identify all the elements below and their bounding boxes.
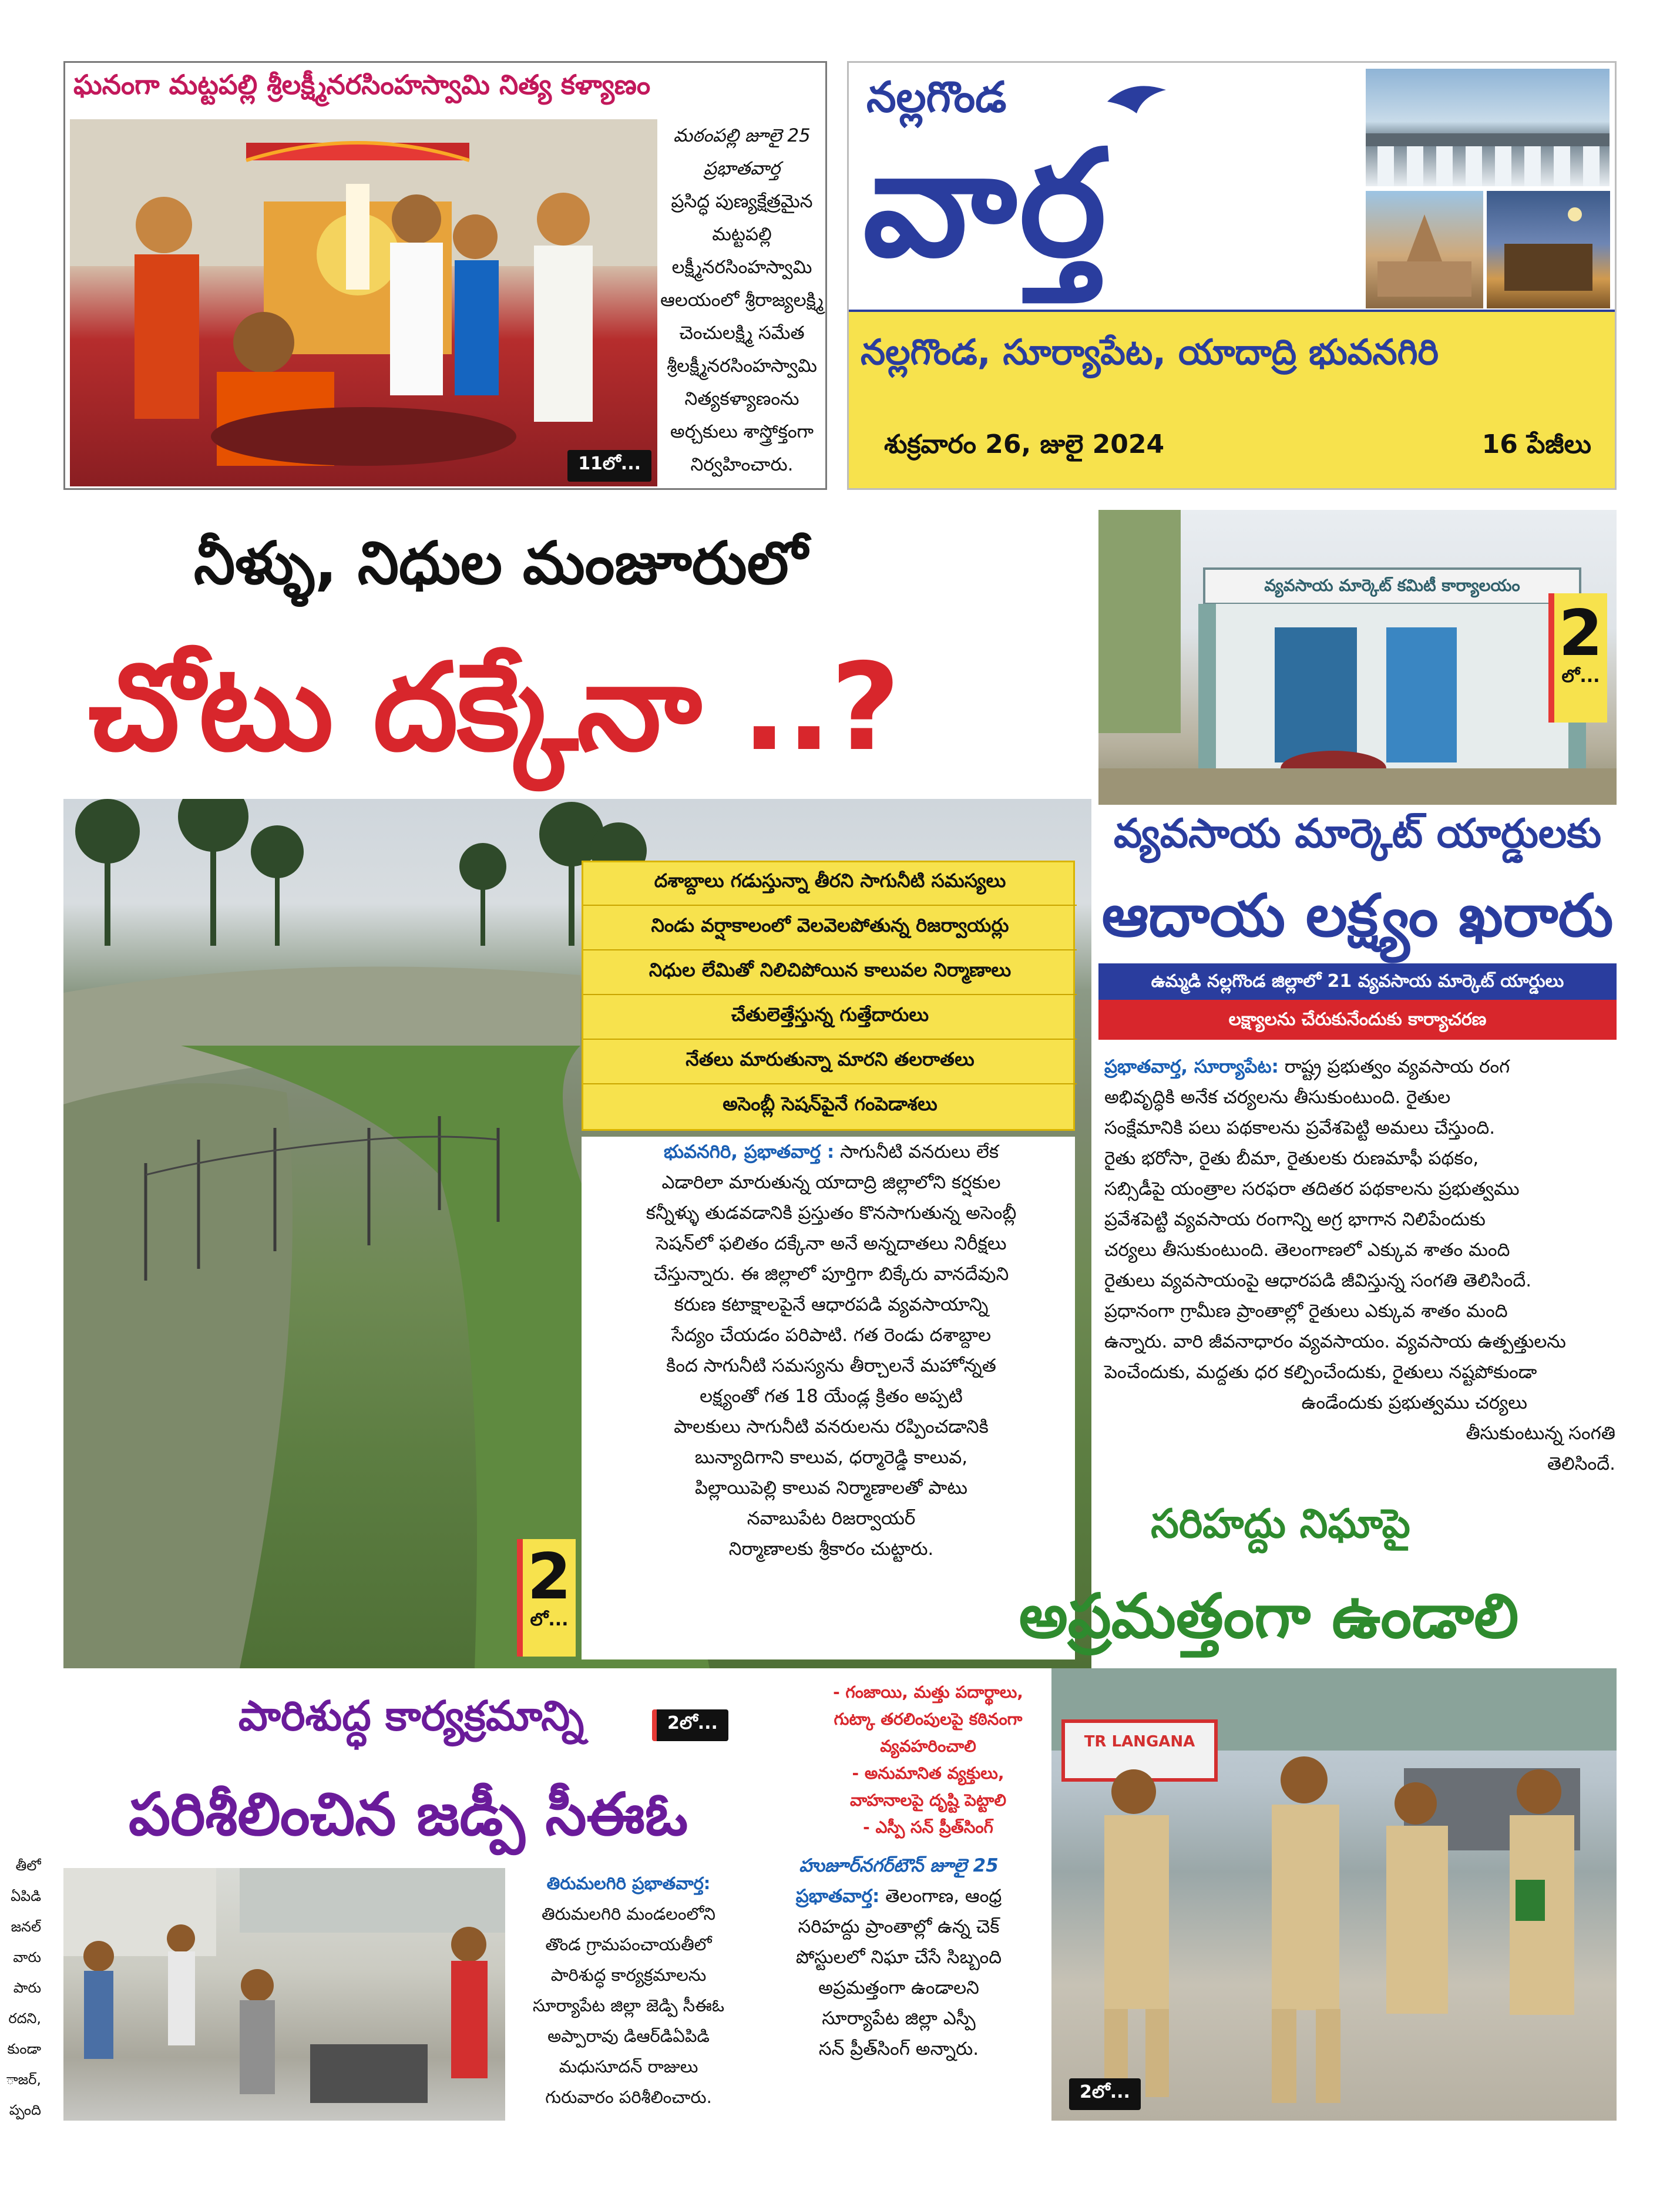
- dove-logo-icon: [1101, 78, 1172, 119]
- temple-drawing: [1366, 191, 1483, 308]
- line: మఠంపల్లి జూలై 25: [673, 125, 811, 146]
- line: గురువారం పరిశీలించారు.: [545, 2087, 712, 2107]
- market-building-sign: వ్యవసాయ మార్కెట్ కమిటీ కార్యాలయం: [1264, 576, 1520, 595]
- line: సబ్సిడీపై యంత్రాల సరఫరా తదితర పథకాలను ప్రభుత్వము: [1104, 1178, 1520, 1200]
- list-item: - గంజాయి, మత్తు పదార్థాలు,: [833, 1682, 1023, 1702]
- border-dateline: హుజూర్‌నగర్‌టౌన్ జూలై 25: [799, 1855, 999, 1876]
- line: సూర్యాపేట జిల్లా ఎస్పీ: [822, 2008, 976, 2029]
- line: నిర్వహించారు.: [690, 454, 794, 475]
- line: తొండ గ్రామపంచాయతీలో: [545, 1934, 712, 1954]
- market-headline-1: వ్యవసాయ మార్కెట్ యార్డులకు: [1113, 811, 1602, 857]
- market-office-photo: [1098, 510, 1617, 805]
- lead-bullets-box: [582, 861, 1075, 1131]
- masthead: [847, 61, 1617, 490]
- lead-page-ref[interactable]: [517, 1539, 576, 1657]
- line: తిరుమలగిరి మండలంలోని: [541, 1904, 716, 1924]
- market-subhead-red: లక్ష్యాలను చేరుకునేందుకు కార్యాచరణ: [1098, 1000, 1617, 1040]
- sanitation-drawing: [63, 1868, 505, 2121]
- line: ఉండేందుకు ప్రభుత్వము చర్యలు: [1301, 1392, 1527, 1413]
- line: తెలిసిందే.: [1547, 1453, 1615, 1474]
- border-dateline-2: ప్రభాతవార్త:: [795, 1886, 880, 1907]
- line: నిత్యకళ్యాణంను: [684, 388, 799, 409]
- line: కుండా: [7, 2041, 41, 2057]
- border-body: [746, 1850, 1051, 2064]
- line: నిర్మాణాలకు శ్రీకారం చుట్టారు.: [728, 1538, 934, 1560]
- line: ప్రభాతవార్త: [703, 158, 781, 179]
- masthead-subtitle: నల్లగొండ, సూర్యాపేట, యాదాద్రి భువనగిరి: [861, 332, 1439, 373]
- line: నవాబుపేట రిజర్వాయర్: [747, 1508, 916, 1529]
- line: మధుసూదన్ రాజులు: [559, 2057, 698, 2077]
- line: పాలకులు సాగునీటి వనరులను రప్పించడానికి: [674, 1416, 989, 1437]
- list-item: నేతలు మారుతున్నా మారని తలరాతలు: [583, 1048, 1077, 1084]
- line: పెంచేందుకు, మద్దతు ధర కల్పించేందుకు, రైతులు నష్టపోకుండా: [1104, 1362, 1537, 1383]
- line: పారిశుద్ధ కార్యక్రమాలను: [550, 1965, 707, 1985]
- line: పిల్లాయిపెల్లి కాలువ నిర్మాణాలతో పాటు: [695, 1477, 967, 1499]
- line: అభివృద్ధికి అనేక చర్యలను తీసుకుంటుంది. రైతుల: [1104, 1087, 1451, 1108]
- sanitation-headline-2: పరిశీలించిన జడ్పీ సీఈఓ: [128, 1780, 688, 1849]
- temple-scene-drawing: [70, 119, 657, 486]
- line: శ్రీలక్ష్మీనరసింహస్వామి: [667, 355, 817, 377]
- line: రైతు భరోసా, రైతు బీమా, రైతులకు రుణమాఫీ పథకం,: [1104, 1148, 1479, 1169]
- line: రైతులు వ్యవసాయంపై ఆధారపడి జీవిస్తున్న సంగతి తెలిసిందే.: [1104, 1270, 1532, 1291]
- sanitation-page-ref[interactable]: 2లో...: [652, 1709, 728, 1741]
- list-item: అసెంబ్లీ సెషన్‌పైనే గంపెడాశలు: [723, 1093, 938, 1115]
- border-headline-1: సరిహద్దు నిఘాపై: [1151, 1501, 1410, 1547]
- masthead-subtitle-bar: [849, 310, 1615, 404]
- border-headline-2: అప్రమత్తంగా ఉండాలి: [1019, 1580, 1519, 1652]
- line: రదని,: [8, 2010, 41, 2027]
- lead-dateline: భువనగిరి, ప్రభాతవార్త :: [663, 1141, 835, 1163]
- list-item: గుట్కా తరలింపులపై కఠినంగా: [834, 1709, 1023, 1729]
- line: ాజర్,: [6, 2071, 41, 2088]
- page-ref-suffix: లో...: [530, 1610, 569, 1630]
- list-item: చేతులెత్తేస్తున్న గుత్తేదారులు: [583, 1003, 1077, 1040]
- top-story-page-ref[interactable]: 11లో...: [567, 450, 651, 482]
- line: సాగునీటి వనరులు లేక: [834, 1141, 999, 1163]
- line: చర్యలు తీసుకుంటుంది. తెలంగాణలో ఎక్కువ శాతం మంది: [1104, 1239, 1510, 1261]
- line: జనల్: [11, 1919, 41, 1935]
- masthead-date: శుక్రవారం 26, జులై 2024: [884, 429, 1165, 459]
- list-item: వ్యవహరించాలి: [880, 1736, 976, 1756]
- market-body: [1104, 1051, 1615, 1479]
- list-item: దశాబ్దాలు గడుస్తున్నా తీరని సాగునీటి సమస్యలు: [583, 869, 1077, 906]
- top-story-text: [660, 119, 824, 481]
- line: లక్ష్యంతో గత 18 యేండ్ల క్రితం అప్పటి: [700, 1386, 963, 1407]
- line: సేద్యం చేయడం పరిపాటి. గత రెండు దశాబ్దాల: [671, 1325, 992, 1346]
- lead-headline-1: నీళ్ళు, నిధుల మంజూరులో: [194, 529, 808, 597]
- list-item: వాహనాలపై దృష్టి పెట్టాలి: [849, 1790, 1007, 1810]
- line: లక్ష్మీనరసింహస్వామి: [671, 257, 812, 278]
- line: రాష్ట్ర ప్రభుత్వం వ్యవసాయ రంగ: [1278, 1056, 1510, 1077]
- line: సెషన్‌లో ఫలితం దక్కేనా అనే అన్నదాతలు నిరీక్షలు: [656, 1233, 1007, 1254]
- temple-complex-photo: [1366, 191, 1483, 308]
- line: అప్పారావు డిఆర్‌డిఏపిడి: [547, 2026, 710, 2046]
- lead-headline-2: చోటు దక్కేనా ..?: [88, 638, 899, 778]
- edge-fragment-column: [0, 1850, 41, 2125]
- fort-drawing: [1487, 191, 1610, 308]
- list-item: - ఎస్పీ సన్ ప్రీత్‌సింగ్: [863, 1818, 993, 1837]
- market-page-ref[interactable]: [1548, 593, 1607, 723]
- police-checkpost-photo: [1051, 1668, 1617, 2121]
- line: కన్నీళ్ళు తుడవడానికి ప్రస్తుతం కొనసాగుతున్న అసెంబ్లీ: [646, 1202, 1017, 1224]
- line: చెంచులక్ష్మి సమేత: [679, 322, 805, 344]
- list-item: నిధుల లేమితో నిలిచిపోయిన కాలువల నిర్మాణాలు: [583, 959, 1077, 995]
- dam-drawing: [1366, 69, 1610, 186]
- line: పోస్టులలో నిఘా చేసే సిబ్బంది: [795, 1947, 1002, 1968]
- line: తీసుకుంటున్న సంగతి: [1466, 1423, 1615, 1444]
- line: సంక్షేమానికి పలు పథకాలను ప్రవేశపెట్టి అమలు చేస్తుంది.: [1104, 1117, 1496, 1138]
- list-item: నిండు వర్షాకాలంలో వెలవెలపోతున్న రిజర్వాయర్లు: [583, 914, 1077, 950]
- line: అర్చకులు శాస్త్రోక్తంగా: [670, 421, 814, 442]
- line: కింద సాగునీటి సమస్యను తీర్చాలనే మహోన్నత: [666, 1355, 996, 1376]
- sanitation-inspection-photo: [63, 1868, 505, 2121]
- masthead-pages: 16 పేజీలు: [1481, 429, 1591, 459]
- masthead-small-title: నల్లగొండ: [866, 72, 1007, 122]
- line: ఆలయంలో శ్రీరాజ్యలక్ష్మి: [660, 290, 824, 311]
- border-bullets: [811, 1679, 1046, 1841]
- top-story-title: ఘనంగా మట్టపల్లి శ్రీలక్ష్మీనరసింహస్వామి నిత్య కళ్యాణం: [73, 69, 651, 100]
- line: ప్రసిద్ధ పుణ్యక్షేత్రమైన: [671, 191, 813, 212]
- page-ref-number: 2: [1558, 597, 1603, 670]
- line: సరిహద్దు ప్రాంతాల్లో ఉన్న చెక్: [798, 1916, 1000, 1937]
- market-subhead-blue: ఉమ్మడి నల్లగొండ జిల్లాలో 21 వ్యవసాయ మార్కెట్ యార్డులు: [1098, 963, 1617, 1000]
- line: తెలంగాణ, ఆంధ్ర: [879, 1886, 1002, 1907]
- page-ref-number: 2: [527, 1540, 572, 1614]
- line: వారు: [13, 1949, 41, 1966]
- market-headline-2: ఆదాయ లక్ష్యం ఖరారు: [1101, 881, 1614, 950]
- dam-photo: [1366, 69, 1610, 186]
- line: పారు: [13, 1980, 41, 1996]
- line: బున్యాదిగాని కాలువ, ధర్మారెడ్డి కాలువ,: [694, 1447, 968, 1468]
- page-ref-suffix: లో...: [1561, 666, 1600, 687]
- border-page-ref[interactable]: 2లో...: [1069, 2078, 1141, 2110]
- line: కరుణ కటాక్షాలపైనే ఆధారపడి వ్యవసాయాన్ని: [674, 1294, 989, 1315]
- line: తిరుమలగిరి ప్రభాతవార్త:: [546, 1873, 711, 1893]
- top-story-box: [63, 61, 827, 490]
- line: ఉన్నారు. వారి జీవనాధారం వ్యవసాయం. వ్యవసాయ ఉత్పత్తులను: [1104, 1331, 1566, 1352]
- checkpost-sign: TR LANGANA: [1084, 1733, 1195, 1751]
- lead-body: [587, 1137, 1075, 1564]
- line: అప్రమత్తంగా ఉండాలని: [818, 1977, 979, 1998]
- line: సూర్యాపేట జిల్లా జెడ్పి సీఈఓ: [532, 1995, 725, 2015]
- line: చేస్తున్నారు. ఈ జిల్లాలో పూర్తిగా బిక్కేరు వానదేవుని: [653, 1264, 1009, 1285]
- line: ఏపిడి: [11, 1888, 41, 1904]
- sanitation-text: [511, 1868, 746, 2112]
- list-item: - అనుమానిత వ్యక్తులు,: [852, 1763, 1004, 1783]
- sanitation-headline-1: పారిశుద్ధ కార్యక్రమాన్ని: [238, 1692, 584, 1740]
- line: ప్రధానంగా గ్రామీణ ప్రాంతాల్లో రైతులు ఎక్కువ శాతం మంది: [1104, 1301, 1508, 1322]
- line: మట్టపల్లి: [712, 224, 772, 245]
- line: ప్పంది: [9, 2102, 41, 2118]
- line: తీలో: [15, 1857, 41, 1874]
- market-office-drawing: [1098, 510, 1617, 805]
- temple-kalyanam-photo: [70, 119, 657, 486]
- fort-night-photo: [1487, 191, 1610, 308]
- line: సన్ ప్రీత్‌సింగ్ అన్నారు.: [818, 2038, 979, 2060]
- market-dateline: ప్రభాతవార్త, సూర్యాపేట:: [1104, 1056, 1279, 1077]
- masthead-main-title: వార్త: [863, 118, 1109, 289]
- line: ఎడారిలా మారుతున్న యాదాద్రి జిల్లాలోని కర్షకుల: [661, 1172, 1001, 1193]
- line: ప్రవేశపెట్టి వ్యవసాయ రంగాన్ని అగ్ర భాగాన నిలిపేందుకు: [1104, 1209, 1486, 1230]
- masthead-date-bar: [849, 404, 1615, 488]
